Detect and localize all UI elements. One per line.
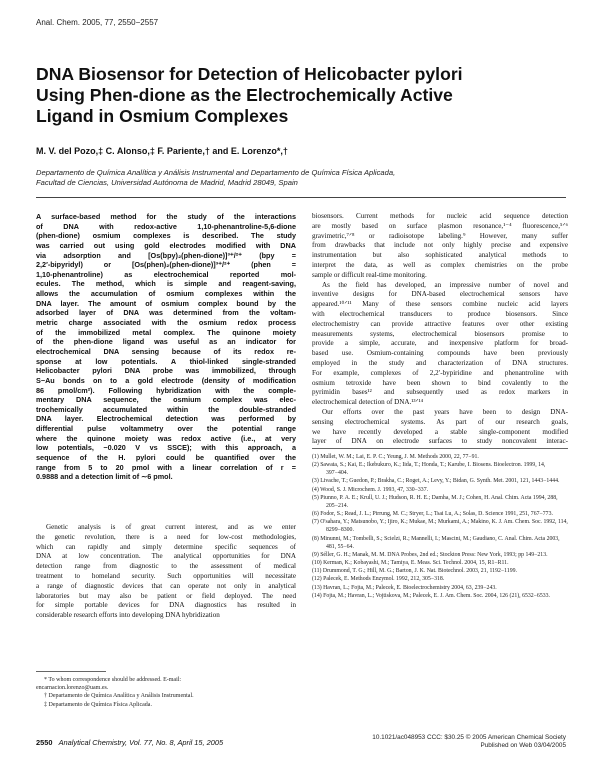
body-text-line: the genetic revolution, there is a need for low-cost methodologies, (36, 532, 296, 541)
footnote: * To whom correspondence should be addressed. E-mail: (44, 677, 182, 683)
body-text-line: a range of diagnostic devices that can operate not only in analytical (36, 581, 296, 590)
page-footer-right (330, 734, 566, 750)
abstract-line: metric charge associated with the osmium redox process (36, 318, 296, 328)
abstract-line: trochemically accumulated within the double-stranded (36, 404, 296, 414)
introduction-paragraph (36, 523, 296, 621)
footnote: † Departamento de Química Analítica y Análisis Instrumental. (44, 693, 194, 700)
abstract-line: sponse at low potentials. A thiol-linked single-stranded (36, 356, 296, 366)
affiliation-line: Facultad de Ciencias, Universidad Autónoma de Madrid, Madrid 28049, Spain (36, 178, 298, 187)
body-text-line: instrumentation but also sophisticated analytical methods to (312, 251, 568, 260)
reference-item: (5) Piunno, P. A. E.; Krull, U. J.; Hudson, R. H. E.; Damha, M. J.; Cohen, H. Anal. Chim. Acta 1994, 288, 205−214. (312, 494, 558, 509)
body-text-line: provide a simple, accurate, and inexpensive platform for broad- (312, 339, 568, 348)
reference-item: (6) Fodor, S.; Read, J. L.; Pirrung, M. C.; Stryer, L.; Tsai Lu, A.; Solas, D. Science 1991, 251, 767−773. (312, 511, 553, 518)
journal-line: Analytical Chemistry, Vol. 77, No. 8, April 15, 2005 (58, 738, 224, 747)
body-text-line: which can rapidly and simply determine specific sequences of (36, 542, 296, 551)
abstract-line: 2,2′-bipyridyl) or [Os(phen)₂(phen-dione)]³⁺/²⁺ (phen = (36, 260, 296, 270)
abstract-line: S−Au bonds on to a gold electrode (density of modification (36, 375, 296, 385)
body-text-line: sample or difficult real-time monitoring. (312, 270, 427, 279)
body-text-line: with electrochemical transducers to produce biosensors. Since (312, 309, 568, 318)
abstract-line: ecules. The method, which is simple and reagent-saving, (36, 279, 296, 289)
header-divider (36, 197, 566, 198)
body-text-line: biosensors. Current methods for nucleic acid sequence detection (312, 212, 568, 220)
reference-item: (11) Drummond, T. G.; Hill, M. G.; Barton, J. K. Nat. Biotechnol. 2003, 21, 1192−1199. (312, 568, 517, 575)
reference-item: (4) Wood, S. J. Microchem. J. 1993, 47, 330−337. (312, 486, 429, 493)
body-text-line: inventive designs for DNA-based electrochemical sensors have (312, 290, 568, 299)
journal-citation: Anal. Chem. 2005, 77, 2550−2557 (36, 18, 159, 27)
body-text-line: employed in the study and characterization of DNA structures. (312, 358, 568, 367)
abstract-line: was carried out using gold electrodes modified with DNA (36, 240, 296, 250)
body-text-line: For example, complexes of 2,2′-bypiridine and phenantroline with (312, 368, 568, 377)
abstract-line: A surface-based method for the study of the interactions (36, 212, 296, 221)
body-text-line: Genetic analysis is of great current interest, and as we enter (46, 523, 296, 531)
body-text-line: for simple portable devices for DNA diagnostics has resulted in (36, 601, 296, 610)
abstract-line: range from 5 to 20 pmol with a linear correlation of r = (36, 462, 296, 472)
reference-item: (2) Sawata, S.; Kai, E.; Ikebukuro, K.; Iida, T.; Honda, T.; Karube, I. Biosens. Bioelectron. 1999, 14, 397−404. (312, 462, 546, 477)
body-text-line: treatment to homeland security. Such opportunities will necessitate (36, 571, 296, 580)
affiliation-line: Departamento de Química Analítica y Análisis Instrumental and Departamento de Química Física Aplicada, (36, 168, 396, 177)
abstract-line: 0.9888 and a detection limit of ∼6 pmol. (36, 472, 173, 482)
reference-item: (8) Minunni, M.; Tombelli, S.; Scielzi, R.; Mannelli, I.; Mascini, M.; Gaudiano, C. Anal. Chim. Acta 2003, 481, 55−64. (312, 535, 560, 550)
page-number: 2550 (36, 738, 53, 747)
abstract-line: 1,10-phenantroline) as electrochemical reported mol- (36, 269, 296, 279)
reference-list (312, 453, 568, 600)
reference-item: (10) Kerman, K.; Kobayashi, M.; Tamiya, E. Meas. Sci. Technol. 2004, 15, R1−R11. (312, 560, 509, 567)
abstract-line: DNA layer. The amount of osmium complex bound by the (36, 298, 296, 308)
title-line: DNA Biosensor for Detection of Helicobacter pylori (36, 64, 463, 84)
abstract-line: (phen-dione) osmium complexes is described. The study (36, 231, 296, 241)
body-text-line: are mostly based on surface plasmon resonance,¹⁻⁴ fluorescence,⁵ᐟ⁶ (312, 221, 568, 230)
right-column-body (312, 212, 568, 447)
footnote: ‡ Departamento de Química Física Aplicada. (44, 701, 152, 708)
abstract-line: low potentials, −0.020 V vs SSCE); with this approach, a (36, 443, 296, 453)
footnotes (36, 676, 296, 709)
abstract-line: of the phen-dione ligand was useful as an indicator for (36, 337, 296, 347)
abstract-line: allows the accumulation of osmium complexes within the (36, 289, 296, 299)
abstract-line: electrochemical DNA sensing because of its redox re- (36, 346, 296, 356)
page-footer-left (36, 738, 223, 747)
abstract-line: sequence of the H. pylori could be quantified over the (36, 453, 296, 463)
body-text-line: layer of DNA on electrode surfaces to study noncovalent interac- (312, 437, 568, 446)
abstract-line: adsorbed layer of DNA was determined from the voltam- (36, 308, 296, 318)
article-title (36, 64, 576, 127)
body-text-line: As the field has developed, an impressive number of novel and (322, 280, 568, 289)
footnote: encarnacion.lorenzo@uam.es. (36, 685, 109, 692)
body-text-line: DNA at low concentration. The analytical opportunities for DNA (36, 552, 296, 561)
abstract-line: of the immobilized metal complex. The quinone moiety (36, 327, 296, 337)
body-text-line: laboratories but may also be patient or field deployed. The need (36, 591, 296, 600)
doi-line: 10.1021/ac048953 CCC: $30.25 © 2005 American Chemical Society (372, 734, 566, 741)
abstract-line: where the quinone moiety was redox active (i.e., at very (36, 433, 296, 443)
abstract-line: of DNA with redox-active 1,10-phenantroline-5,6-dione (36, 221, 296, 231)
published-line: Published on Web 03/04/2005 (480, 742, 566, 749)
title-line: Using Phen-dione as the Electrochemically Active (36, 85, 453, 105)
abstract-line: DNA layer. Electrochemical detection was performed by (36, 414, 296, 424)
reference-item: (14) Fojta, M.; Havran, L.; Vojtiskova, M.; Palecek, E. J. Am. Chem. Soc. 2004, 126 (21), 6532−6533. (312, 592, 550, 599)
reference-item: (7) O'sahara, Y.; Matsunobo, Y.; Ijiro, K.; Mukae, M.; Murkami, A.; Makino, K. J. Am. Chem. Soc. 1992, 114, 8299−8300. (312, 519, 568, 534)
abstract-line: mentary DNA sequence, the osmium complex was elec- (36, 395, 296, 405)
body-text-line: we have recently developed a stable single-component modified (312, 427, 568, 436)
reference-item: (1) Mullet, W. M.; Lai, E. P. C.; Yeung, J. M. Methods 2000, 22, 77−91. (312, 454, 479, 460)
body-text-line: sensing electrochemical systems. As part of our research goals, (312, 417, 568, 426)
affiliation (36, 168, 576, 188)
body-text-line: electrochemistry can provide attractive features over other existing (312, 319, 568, 328)
body-text-line: based use. Osmium-containing compounds have been previously (312, 349, 568, 358)
footnote-divider (36, 671, 106, 672)
body-text-line: interpret the data, as well as complex chemistries on the probe (312, 260, 568, 269)
abstract-line: via adsorption and [Os(bpy)₂(phen-dione)]³⁺/²⁺ (bpy = (36, 250, 296, 260)
body-text-line: from drawbacks that include not only highly precise and expensive (312, 241, 568, 250)
reference-item: (3) Livache, T.; Guedon, P.; Brakha, C.; Roget, A.; Levy, Y.; Bidan, G. Synth. Met. 2001, 121, 1443−1444. (312, 478, 560, 485)
body-text-line: electrochemical detection of DNA.¹³ᐟ¹⁴ (312, 398, 424, 407)
title-line: Ligand in Osmium Complexes (36, 106, 289, 126)
body-text-line: appeared.¹⁰ᐟ¹¹ Many of these sensors combine nucleic acid layers (312, 300, 568, 309)
author-list: M. V. del Pozo,‡ C. Alonso,‡ F. Pariente,† and E. Lorenzo*,† (36, 146, 288, 156)
body-text-line: osmium tetroxide have been shown to bind covalently to the (312, 378, 568, 387)
body-text-line: measurements systems, electrochemical biosensors promise to (312, 329, 568, 338)
body-text-line: detection range from diagnostic to the assessment of medical (36, 562, 296, 571)
abstract-line: differential pulse voltammetry over the potential range (36, 424, 296, 434)
reference-item: (13) Havran, L.; Fojta, M.; Palecek, E. Bioelectrochemistry 2004, 63, 239−243. (312, 584, 497, 591)
abstract-line: 86 pmol/cm²). Following hybridization with the comple- (36, 385, 296, 395)
reference-item: (9) Séller, G. H.; Manak, M. M. DNA Probes, 2nd ed.; Stockton Press: New York, 1993; pp 149−213. (312, 551, 548, 558)
references-divider (312, 448, 568, 449)
abstract-line: Helicobacter pylori DNA probe was immobilized, through (36, 366, 296, 376)
reference-item: (12) Palecek, E. Methods Enzymol. 1992, 212, 305−318. (312, 576, 445, 583)
body-text-line: Our efforts over the past years have been to design DNA- (322, 407, 568, 416)
body-text-line: considerable research efforts into developing DNA hybridization (36, 611, 220, 620)
abstract (36, 212, 296, 482)
body-text-line: pyrimidin bases¹² and subsequently used as redox markers in (312, 388, 568, 397)
body-text-line: gravimetric,⁷ᐟ⁸ or radioisotope labeling.⁹ However, many suffer (312, 231, 568, 240)
